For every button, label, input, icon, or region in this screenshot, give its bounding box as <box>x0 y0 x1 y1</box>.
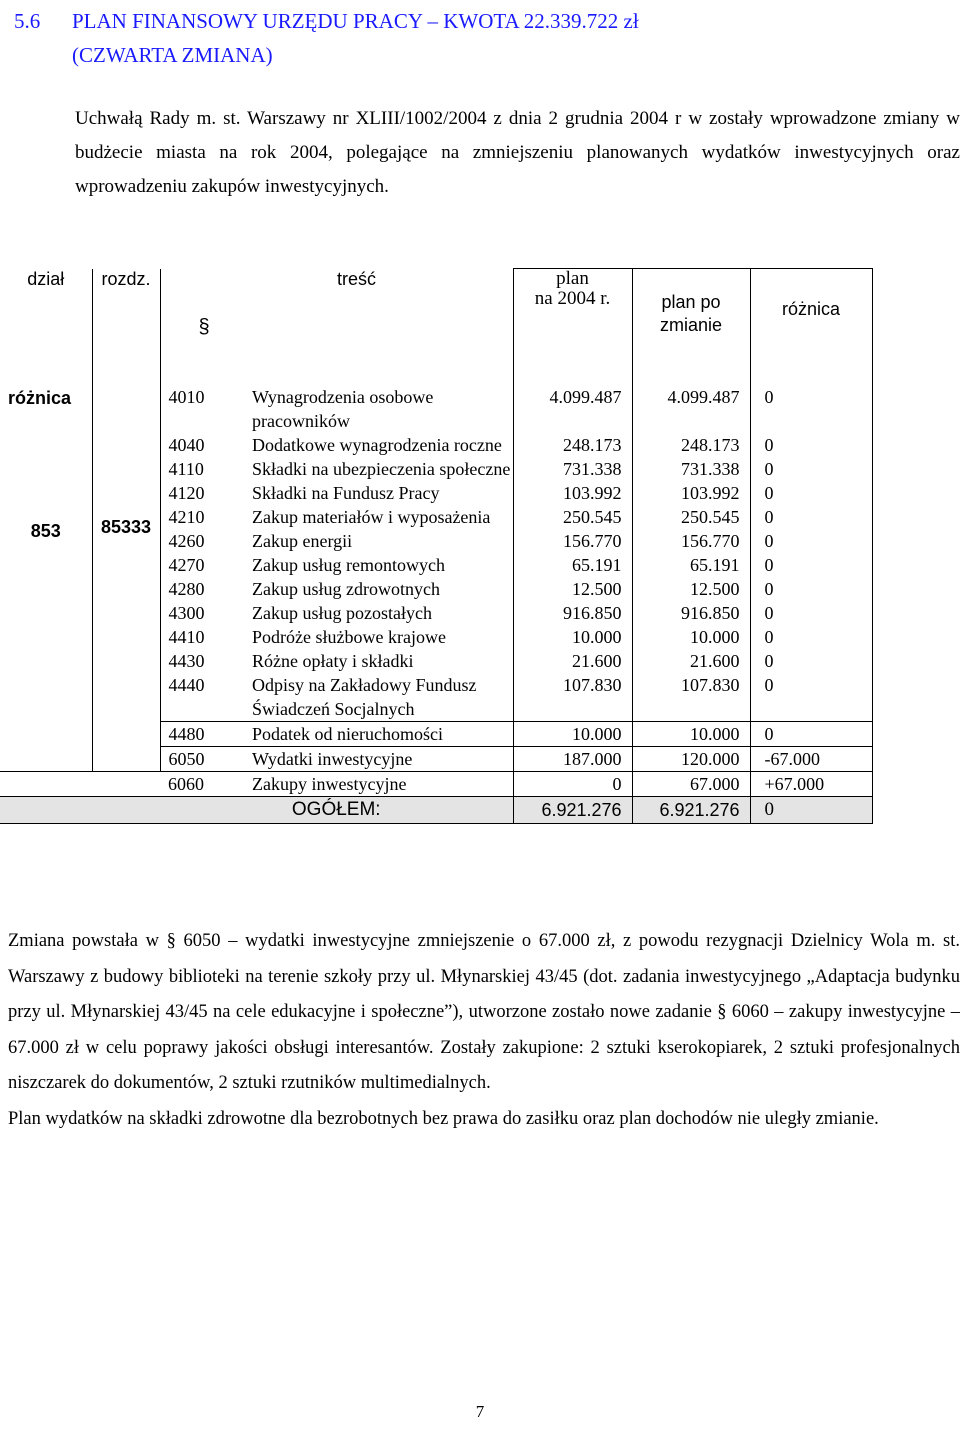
row-code: 4280 <box>168 579 205 599</box>
row-plan-po: 103.992 <box>632 481 750 505</box>
section-heading <box>14 4 639 72</box>
table-row <box>0 772 872 797</box>
row-code: 6050 <box>160 747 248 772</box>
side-label-roznica: różnica <box>8 388 72 408</box>
intro-paragraph: Uchwałą Rady m. st. Warszawy nr XLIII/1002/2004 z dnia 2 grudnia 2004 r w zostały wprowadzone zmiany w budżecie miasta na rok 2004, polegające na zmniejszeniu planowanych wydatków inwestycyjnych oraz wprowadzeniu zakupów inwestycyjnych. <box>75 108 960 197</box>
row-code: 6060 <box>160 772 248 797</box>
row-plan-po: 250.545 <box>632 505 750 529</box>
section-title-line2: (CZWARTA ZMIANA) <box>72 43 273 67</box>
spacer-cell <box>0 772 160 797</box>
row-plan: 21.600 <box>513 649 632 673</box>
row-plan-po: 10.000 <box>632 722 750 747</box>
finance-table <box>0 268 873 824</box>
row-plan: 156.770 <box>513 529 632 553</box>
row-plan-po: 10.000 <box>632 625 750 649</box>
row-code: 4210 <box>168 507 205 527</box>
row-description: Zakup energii <box>252 531 353 551</box>
row-code: 4430 <box>168 651 205 671</box>
outro-text <box>8 924 960 1137</box>
row-plan: 916.850 <box>513 601 632 625</box>
rozdz-cell <box>92 385 160 772</box>
row-difference: 0 <box>750 673 872 722</box>
row-difference: 0 <box>750 553 872 577</box>
dzial-value: 853 <box>30 521 61 541</box>
row-plan-po: 65.191 <box>632 553 750 577</box>
page-number: 7 <box>475 1402 485 1421</box>
row-difference: 0 <box>750 505 872 529</box>
row-code: 4040 <box>168 435 205 455</box>
row-description: Odpisy na Zakładowy Fundusz Świadczeń Socjalnych <box>248 673 513 722</box>
total-difference: 0 <box>750 797 872 824</box>
row-code: 4110 <box>168 459 204 479</box>
header-roznica: różnica <box>750 269 872 386</box>
row-difference: 0 <box>750 529 872 553</box>
total-plan: 6.921.276 <box>513 797 632 824</box>
row-difference: 0 <box>750 433 872 457</box>
row-description: Zakup usług pozostałych <box>252 603 432 623</box>
row-difference: 0 <box>750 649 872 673</box>
row-plan-po: 21.600 <box>632 649 750 673</box>
section-title-line1: PLAN FINANSOWY URZĘDU PRACY – KWOTA 22.339.722 zł <box>72 9 639 33</box>
row-plan: 4.099.487 <box>513 385 632 433</box>
outro-paragraph-1: Zmiana powstała w § 6050 – wydatki inwestycyjne zmniejszenie o 67.000 zł, z powodu rezygnacji Dzielnicy Wola m. st. Warszawy z budowy biblioteki na terenie szkoły przy ul. Młynarskiej 43/45 (dot. zadania inwestycyjnego „Adaptacja budynku przy ul. Młynarskiej 43/45 na cele edukacyjne i społeczne”), utworzone zostało nowe zadanie § 6060 – zakupy inwestycyjne – 67.000 zł w celu poprawy jakości obsługi interesantów. Zostały zakupione: 2 sztuki kserokopiarek, 2 sztuki profesjonalnych niszczarek do dokumentów, 2 sztuki rzutników multimedialnych. <box>8 931 960 1093</box>
row-description: Podatek od nieruchomości <box>248 722 513 747</box>
row-plan-po: 916.850 <box>632 601 750 625</box>
header-tresc <box>160 269 513 386</box>
row-plan-po: 156.770 <box>632 529 750 553</box>
row-description: Składki na ubezpieczenia społeczne <box>252 459 511 479</box>
header-plan-po: plan po zmianie <box>632 269 750 386</box>
row-description: Wynagrodzenia osobowe pracowników <box>252 387 434 431</box>
row-difference: +67.000 <box>750 772 872 797</box>
total-plan-po: 6.921.276 <box>632 797 750 824</box>
row-difference: 0 <box>750 385 872 433</box>
row-difference: 0 <box>750 457 872 481</box>
row-plan: 12.500 <box>513 577 632 601</box>
header-rozdz: rozdz. <box>92 269 160 386</box>
row-code: 4440 <box>160 673 248 722</box>
row-code: 4010 <box>168 387 205 407</box>
row-plan-po: 731.338 <box>632 457 750 481</box>
row-description: Zakup usług remontowych <box>252 555 445 575</box>
dzial-cell <box>0 385 92 772</box>
row-plan-po: 248.173 <box>632 433 750 457</box>
row-code: 4480 <box>160 722 248 747</box>
paragraph-symbol: § <box>198 315 210 338</box>
row-difference: 0 <box>750 577 872 601</box>
row-description: Różne opłaty i składki <box>252 651 414 671</box>
row-description: Zakupy inwestycyjne <box>248 772 513 797</box>
total-row <box>0 797 872 824</box>
row-description: Składki na Fundusz Pracy <box>252 483 440 503</box>
row-difference: 0 <box>750 625 872 649</box>
header-dzial: dział <box>0 269 92 386</box>
total-label: OGÓŁEM: <box>160 797 513 824</box>
outro-paragraph-2: Plan wydatków na składki zdrowotne dla bezrobotnych bez prawa do zasiłku oraz plan dochodów nie uległy zmianie. <box>8 1108 879 1129</box>
rozdz-value: 85333 <box>100 517 152 537</box>
table-header-row <box>0 269 872 386</box>
row-plan: 10.000 <box>513 722 632 747</box>
row-plan: 10.000 <box>513 625 632 649</box>
header-plan: plan na 2004 r. <box>513 269 632 386</box>
row-difference: -67.000 <box>750 747 872 772</box>
row-difference: 0 <box>750 722 872 747</box>
row-plan-po: 4.099.487 <box>632 385 750 433</box>
row-description: Wydatki inwestycyjne <box>248 747 513 772</box>
row-plan-po: 12.500 <box>632 577 750 601</box>
row-plan-po: 107.830 <box>632 673 750 722</box>
row-description: Podróże służbowe krajowe <box>252 627 446 647</box>
table-row <box>0 385 872 433</box>
section-number: 5.6 <box>14 9 41 33</box>
row-code: 4270 <box>168 555 205 575</box>
row-difference: 0 <box>750 601 872 625</box>
row-plan: 248.173 <box>513 433 632 457</box>
row-plan: 731.338 <box>513 457 632 481</box>
row-description: Dodatkowe wynagrodzenia roczne <box>252 435 502 455</box>
row-plan: 107.830 <box>513 673 632 722</box>
row-code: 4260 <box>168 531 205 551</box>
row-plan: 0 <box>513 772 632 797</box>
header-tresc-label: treść <box>337 268 377 289</box>
row-code: 4120 <box>168 483 205 503</box>
row-plan: 103.992 <box>513 481 632 505</box>
row-code: 4300 <box>168 603 205 623</box>
row-plan: 187.000 <box>513 747 632 772</box>
row-plan: 65.191 <box>513 553 632 577</box>
row-description: Zakup usług zdrowotnych <box>252 579 440 599</box>
row-difference: 0 <box>750 481 872 505</box>
row-plan-po: 67.000 <box>632 772 750 797</box>
row-plan: 250.545 <box>513 505 632 529</box>
row-description: Zakup materiałów i wyposażenia <box>252 507 491 527</box>
total-spacer <box>0 797 160 824</box>
row-plan-po: 120.000 <box>632 747 750 772</box>
row-code: 4410 <box>168 627 205 647</box>
